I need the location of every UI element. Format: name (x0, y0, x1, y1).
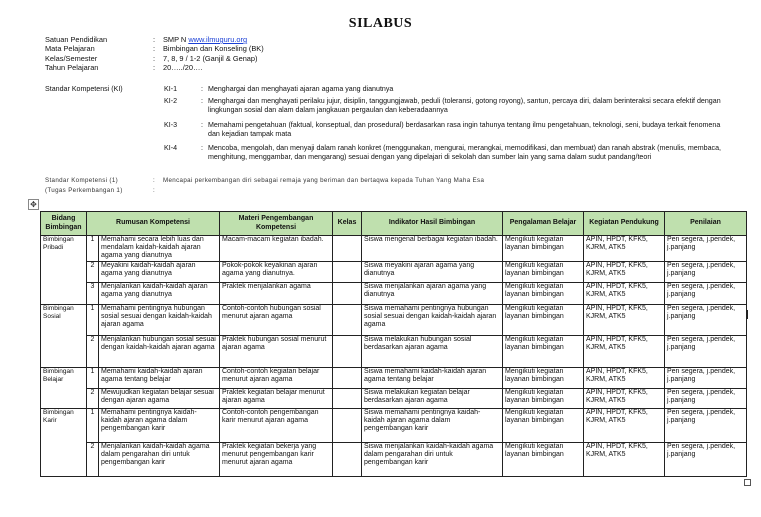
cell-rumusan: Meyakini kaidah-kaidah ajaran agama yang dianutnya (99, 261, 220, 282)
cell-materi: Praktek menjalankan agama (220, 282, 333, 304)
cell-materi: Macam-macam kegiatan ibadah. (220, 236, 333, 262)
standar-row (45, 176, 485, 186)
info-colon: : (153, 44, 156, 54)
cell-rumusan: Memahami kaidah-kaidah ajaran agama tentang belajar (99, 367, 220, 388)
cell-number: 2 (87, 335, 99, 367)
cell-rumusan: Memahami secara lebih luas dan mendalam kaidah-kaidah ajaran agama yang dianutnya (99, 236, 220, 262)
cell-penilaian: Pen segera, j.pendek, j.panjang (665, 236, 747, 262)
cell-penilaian: Pen segera, j.pendek, j.panjang (665, 408, 747, 442)
school-name: SMP N (163, 35, 189, 44)
cell-kelas (333, 388, 362, 408)
cell-kelas (333, 236, 362, 262)
header-materi: Materi Pengembangan Kompetensi (220, 212, 333, 236)
row-end-marker (746, 310, 748, 319)
cell-indikator: Siswa melakukan kegiatan belajar berdasarkan ajaran agama (362, 388, 503, 408)
website-link[interactable]: www.ilmuguru.org (188, 35, 248, 44)
document-title: SILABUS (348, 16, 413, 31)
info-value (163, 35, 247, 44)
cell-number: 1 (87, 367, 99, 388)
cell-indikator: Siswa meyakini ajaran agama yang dianutnya (362, 261, 503, 282)
cell-kelas (333, 408, 362, 442)
cell-pengalaman: Mengikuti kegiatan layanan bimbingan (503, 408, 584, 442)
info-label: Kelas/Semester (45, 53, 98, 63)
cell-pengalaman: Mengikuti kegiatan layanan bimbingan (503, 442, 584, 476)
ki-colon: : (201, 97, 203, 105)
table-resize-handle[interactable] (744, 479, 751, 486)
header-kelas: Kelas (333, 212, 362, 236)
ki-code: KI-1 (164, 85, 178, 93)
table-body (41, 236, 747, 477)
cell-rumusan: Memahami pentingnya hubungan sosial sesuai dengan kaidah-kaidah ajaran agama (99, 304, 220, 335)
cell-number: 1 (87, 236, 99, 262)
cell-kegiatan: APIN, HPDT, KFK5, KJRM, ATK5 (584, 388, 665, 408)
ki-code: KI-3 (164, 121, 178, 129)
ki-heading: Standar Kompetensi (KI) (45, 85, 123, 93)
cell-penilaian: Pen segera, j.pendek, j.panjang (665, 261, 747, 282)
header-kegiatan: Kegiatan Pendukung (584, 212, 665, 236)
cell-kegiatan: APIN, HPDT, KFK5, KJRM, ATK5 (584, 367, 665, 388)
cell-penilaian: Pen segera, j.pendek, j.panjang (665, 282, 747, 304)
cell-pengalaman: Mengikuti kegiatan layanan bimbingan (503, 236, 584, 262)
cell-penilaian: Pen segera, j.pendek, j.panjang (665, 367, 747, 388)
info-colon: : (153, 35, 156, 44)
table-header-row (41, 212, 747, 236)
cell-pengalaman: Mengikuti kegiatan layanan bimbingan (503, 304, 584, 335)
cell-kegiatan: APIN, HPDT, KFK5, KJRM, ATK5 (584, 282, 665, 304)
cell-number: 3 (87, 282, 99, 304)
cell-number: 1 (87, 304, 99, 335)
cell-indikator: Siswa memahami pentingnya kaidah-kaidah ajaran agama dalam pengembangan karir (362, 408, 503, 442)
silabus-table (40, 211, 747, 477)
cell-pengalaman: Mengikuti kegiatan layanan bimbingan (503, 261, 584, 282)
cell-materi: Contoh-contoh pengembangan karir menurut ajaran agama (220, 408, 333, 442)
header-rumusan: Rumusan Kompetensi (87, 212, 220, 236)
info-value: Bimbingan dan Konseling (BK) (163, 44, 264, 54)
cell-indikator: Siswa memahami pentingnya hubungan sosial sesuai dengan kaidah-kaidah ajaran agama (362, 304, 503, 335)
info-value: 7, 8, 9 / 1-2 (Ganjil & Genap) (163, 53, 258, 63)
standar-value: Mencapai perkembangan diri sebagai remaja yang beriman dan bertaqwa kepada Tuhan Yang Maha Esa (163, 177, 485, 184)
cell-pengalaman: Mengikuti kegiatan layanan bimbingan (503, 367, 584, 388)
cell-kegiatan: APIN, HPDT, KFK5, KJRM, ATK5 (584, 442, 665, 476)
cell-materi: Pokok-pokok keyakinan ajaran agama yang dianutnya. (220, 261, 333, 282)
cell-indikator: Siswa mengenal berbagai kegiatan ibadah. (362, 236, 503, 262)
cell-kelas (333, 304, 362, 335)
table-move-handle-icon[interactable]: ✥ (28, 199, 39, 210)
table-row (41, 408, 747, 442)
cell-kelas (333, 261, 362, 282)
info-colon: : (153, 62, 156, 72)
table-row (41, 367, 747, 388)
cell-number: 2 (87, 261, 99, 282)
ki-colon: : (201, 85, 203, 93)
cell-kelas (333, 335, 362, 367)
standar-colon: : (153, 177, 156, 184)
table-row (41, 335, 747, 367)
ki-text: Memahami pengetahuan (faktual, konseptual, dan prosedural) berdasarkan rasa ingin tahunya tentang ilmu pengetahuan, teknologi, seni, budaya terkait fenomena dan kejadian tampak mata (208, 121, 721, 139)
header-penilaian: Penilaian (665, 212, 747, 236)
cell-kegiatan: APIN, HPDT, KFK5, KJRM, ATK5 (584, 236, 665, 262)
ki-text: Menghargai dan menghayati ajaran agama yang dianutnya (208, 85, 394, 93)
cell-rumusan: Menjalankan kaidah-kaidah ajaran agama yang dianutnya (99, 282, 220, 304)
table-row (41, 261, 747, 282)
cell-indikator: Siswa melakukan hubungan sosial berdasarkan ajaran agama (362, 335, 503, 367)
ki-text: Mencoba, mengolah, dan menyaji dalam ranah konkret (menggunakan, mengurai, merangkai, memodifikasi, dan membuat) dan ranah abstrak (menulis, membaca, menghitung, menggambar, dan mengarang) sesuai dengan yang dipelajari di sekolah dan sumber lain yang sama dalam sudut pandang/teori (208, 144, 721, 162)
standar-block (45, 176, 485, 195)
cell-kegiatan: APIN, HPDT, KFK5, KJRM, ATK5 (584, 261, 665, 282)
cell-number: 2 (87, 388, 99, 408)
cell-penilaian: Pen segera, j.pendek, j.panjang (665, 304, 747, 335)
cell-bidang: Bimbingan Belajar (41, 367, 87, 408)
cell-penilaian: Pen segera, j.pendek, j.panjang (665, 335, 747, 367)
cell-kegiatan: APIN, HPDT, KFK5, KJRM, ATK5 (584, 335, 665, 367)
cell-pengalaman: Mengikuti kegiatan layanan bimbingan (503, 335, 584, 367)
header-bidang: Bidang Bimbingan (41, 212, 87, 236)
cell-bidang: Bimbingan Sosial (41, 304, 87, 367)
cell-materi: Contoh-contoh kegiatan belajar menurut ajaran agama (220, 367, 333, 388)
cell-materi: Praktek kegiatan bekerja yang menurut pengembangan karir menurut ajaran agama (220, 442, 333, 476)
cell-rumusan: Menjalankan kaidah-kaidah agama dalam pengarahan diri untuk pengembangan karir (99, 442, 220, 476)
ki-colon: : (201, 121, 203, 129)
cell-rumusan: Menjalankan hubungan sosial sesuai dengan kaidah-kaidah ajaran agama (99, 335, 220, 367)
cell-indikator: Siswa memahami kaidah-kaidah ajaran agama tentang belajar (362, 367, 503, 388)
cell-bidang: Bimbingan Karir (41, 408, 87, 476)
ki-code: KI-2 (164, 97, 178, 105)
header-pengalaman: Pengalaman Belajar (503, 212, 584, 236)
cell-indikator: Siswa menjalankan ajaran agama yang dianutnya (362, 282, 503, 304)
header-indikator: Indikator Hasil Bimbingan (362, 212, 503, 236)
standar-colon: : (153, 186, 156, 194)
info-label: Satuan Pendidikan (45, 35, 108, 44)
cell-rumusan: Mewujudkan kegiatan belajar sesuai dengan ajaran agama (99, 388, 220, 408)
cell-materi: Praktek hubungan sosial menurut ajaran agama (220, 335, 333, 367)
cell-materi: Contoh-contoh hubungan sosial menurut ajaran agama (220, 304, 333, 335)
cell-bidang: Bimbingan Pribadi (41, 236, 87, 305)
cell-kegiatan: APIN, HPDT, KFK5, KJRM, ATK5 (584, 408, 665, 442)
cell-kelas (333, 367, 362, 388)
info-label: Mata Pelajaran (45, 44, 95, 54)
table-row (41, 388, 747, 408)
cell-pengalaman: Mengikuti kegiatan layanan bimbingan (503, 282, 584, 304)
info-label: Tahun Pelajaran (45, 62, 99, 72)
table-row (41, 282, 747, 304)
cell-penilaian: Pen segera, j.pendek, j.panjang (665, 388, 747, 408)
cell-number: 2 (87, 442, 99, 476)
cell-penilaian: Pen segera, j.pendek, j.panjang (665, 442, 747, 476)
table-row (41, 236, 747, 262)
cell-kelas (333, 282, 362, 304)
cell-kegiatan: APIN, HPDT, KFK5, KJRM, ATK5 (584, 304, 665, 335)
ki-code: KI-4 (164, 144, 178, 152)
cell-kelas (333, 442, 362, 476)
info-colon: : (153, 53, 156, 63)
cell-pengalaman: Mengikuti kegiatan layanan bimbingan (503, 388, 584, 408)
info-value: 20…../20…. (163, 62, 203, 72)
ki-text: Menghargai dan menghayati perilaku jujur, disiplin, tanggungjawab, peduli (toleransi, gotong royong), santun, percaya diri, dalam berinteraksi secara efektif dengan lingkungan sosial dan alam dalam jangkauan pergaulan dan keberadaannya (208, 97, 721, 115)
cell-materi: Praktek kegiatan belajar menurut ajaran agama (220, 388, 333, 408)
standar-label: Standar Kompetensi (1) (45, 177, 119, 184)
table-row (41, 442, 747, 476)
ki-colon: : (201, 144, 203, 152)
table-row (41, 304, 747, 335)
cell-rumusan: Memahami pentingnya kaidah-kaidah ajaran agama dalam pengembangan karir (99, 408, 220, 442)
cell-indikator: Siswa menjalankan kaidah-kaidah agama dalam pengarahan diri untuk pengembangan karir (362, 442, 503, 476)
cell-number: 1 (87, 408, 99, 442)
standar-row (45, 186, 156, 196)
standar-label: (Tugas Perkembangan 1) (45, 186, 123, 194)
